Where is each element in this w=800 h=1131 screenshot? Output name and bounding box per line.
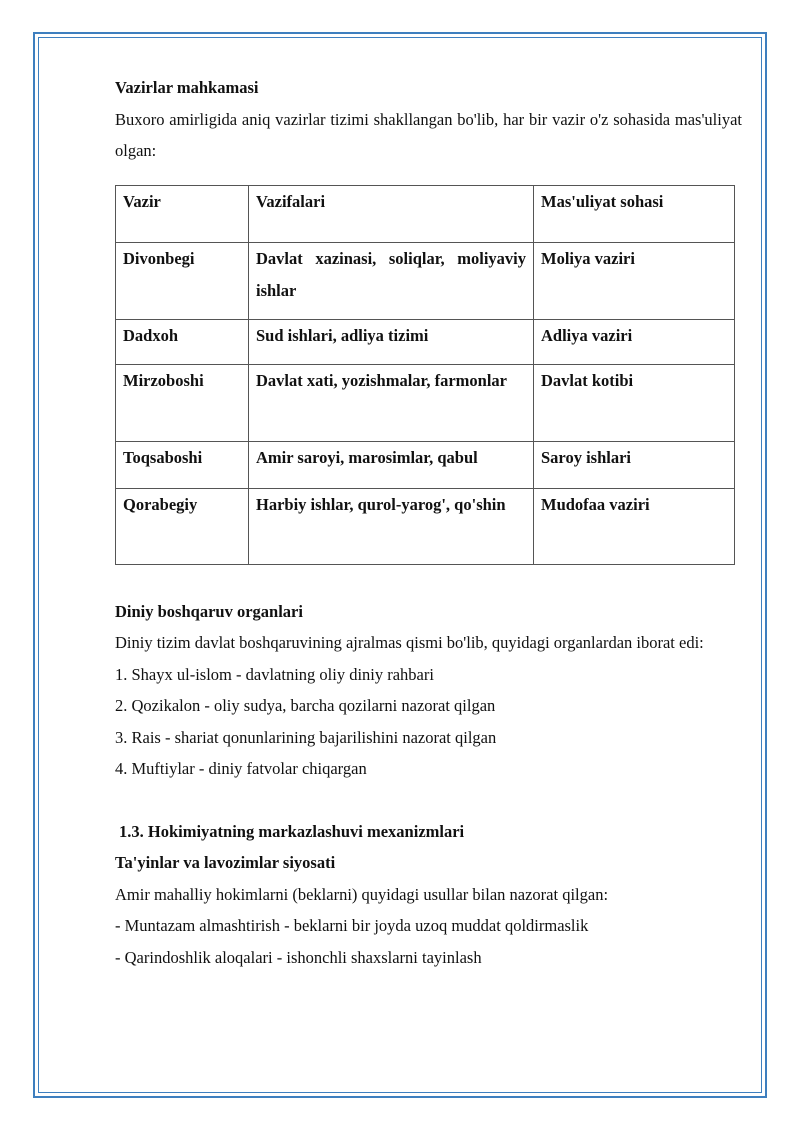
section-intro-diniy: Diniy tizim davlat boshqaruvining ajralmas qismi bo'lib, quyidagi organlardan iborat edi: — [115, 633, 704, 652]
table-cell: Divonbegi — [116, 242, 249, 319]
table-header-cell: Mas'uliyat sohasi — [534, 185, 735, 242]
section-heading-vazirlar: Vazirlar mahkamasi — [115, 78, 259, 97]
table-cell: Mirzoboshi — [116, 364, 249, 441]
section-heading-markazlashuv: 1.3. Hokimiyatning markazlashuvi mexanizmlari — [119, 821, 465, 841]
table-cell: Mudofaa vaziri — [534, 488, 735, 564]
list-item: 1. Shayx ul-islom - davlatning oliy diniy rahbari — [115, 664, 434, 684]
table-cell: Davlat xati, yozishmalar, farmonlar — [249, 364, 534, 441]
table-cell: Amir saroyi, marosimlar, qabul — [249, 441, 534, 488]
table-cell: Moliya vaziri — [534, 242, 735, 319]
table-row — [116, 488, 735, 564]
table-cell: Davlat xazinasi, soliqlar, moliyaviy ishlar — [249, 242, 534, 319]
table-cell: Dadxoh — [116, 319, 249, 364]
section-heading-diniy: Diniy boshqaruv organlari — [115, 601, 303, 621]
list-item: - Muntazam almashtirish - beklarni bir joyda uzoq muddat qoldirmaslik — [115, 916, 589, 935]
table-row — [116, 441, 735, 488]
subheading-tayinlar: Ta'yinlar va lavozimlar siyosati — [115, 853, 336, 872]
table-header-row — [116, 185, 735, 242]
list-item: 3. Rais - shariat qonunlarining bajarilishini nazorat qilgan — [115, 727, 497, 747]
section-intro-tayinlar: Amir mahalliy hokimlarni (beklarni) quyidagi usullar bilan nazorat qilgan: — [115, 884, 609, 904]
table-cell: Qorabegiy — [116, 488, 249, 564]
list-item: 2. Qozikalon - oliy sudya, barcha qozilarni nazorat qilgan — [115, 696, 496, 715]
table-cell: Harbiy ishlar, qurol-yarog', qo'shin — [249, 488, 534, 564]
list-item: - Qarindoshlik aloqalari - ishonchli shaxslarni tayinlash — [115, 947, 482, 967]
table-row — [116, 364, 735, 441]
table-row — [116, 242, 735, 319]
table-cell: Adliya vaziri — [534, 319, 735, 364]
document-body — [115, 72, 742, 973]
table-row — [116, 319, 735, 364]
table-cell: Sud ishlari, adliya tizimi — [249, 319, 534, 364]
ministers-table — [115, 185, 735, 565]
list-item: 4. Muftiylar - diniy fatvolar chiqargan — [115, 759, 367, 778]
table-cell: Davlat kotibi — [534, 364, 735, 441]
table-cell: Saroy ishlari — [534, 441, 735, 488]
table-header-cell: Vazir — [116, 185, 249, 242]
section-intro-vazirlar: Buxoro amirligida aniq vazirlar tizimi shakllangan bo'lib, har bir vazir o'z sohasida mas'uliyat olgan: — [115, 109, 742, 160]
table-cell: Toqsaboshi — [116, 441, 249, 488]
table-header-cell: Vazifalari — [249, 185, 534, 242]
